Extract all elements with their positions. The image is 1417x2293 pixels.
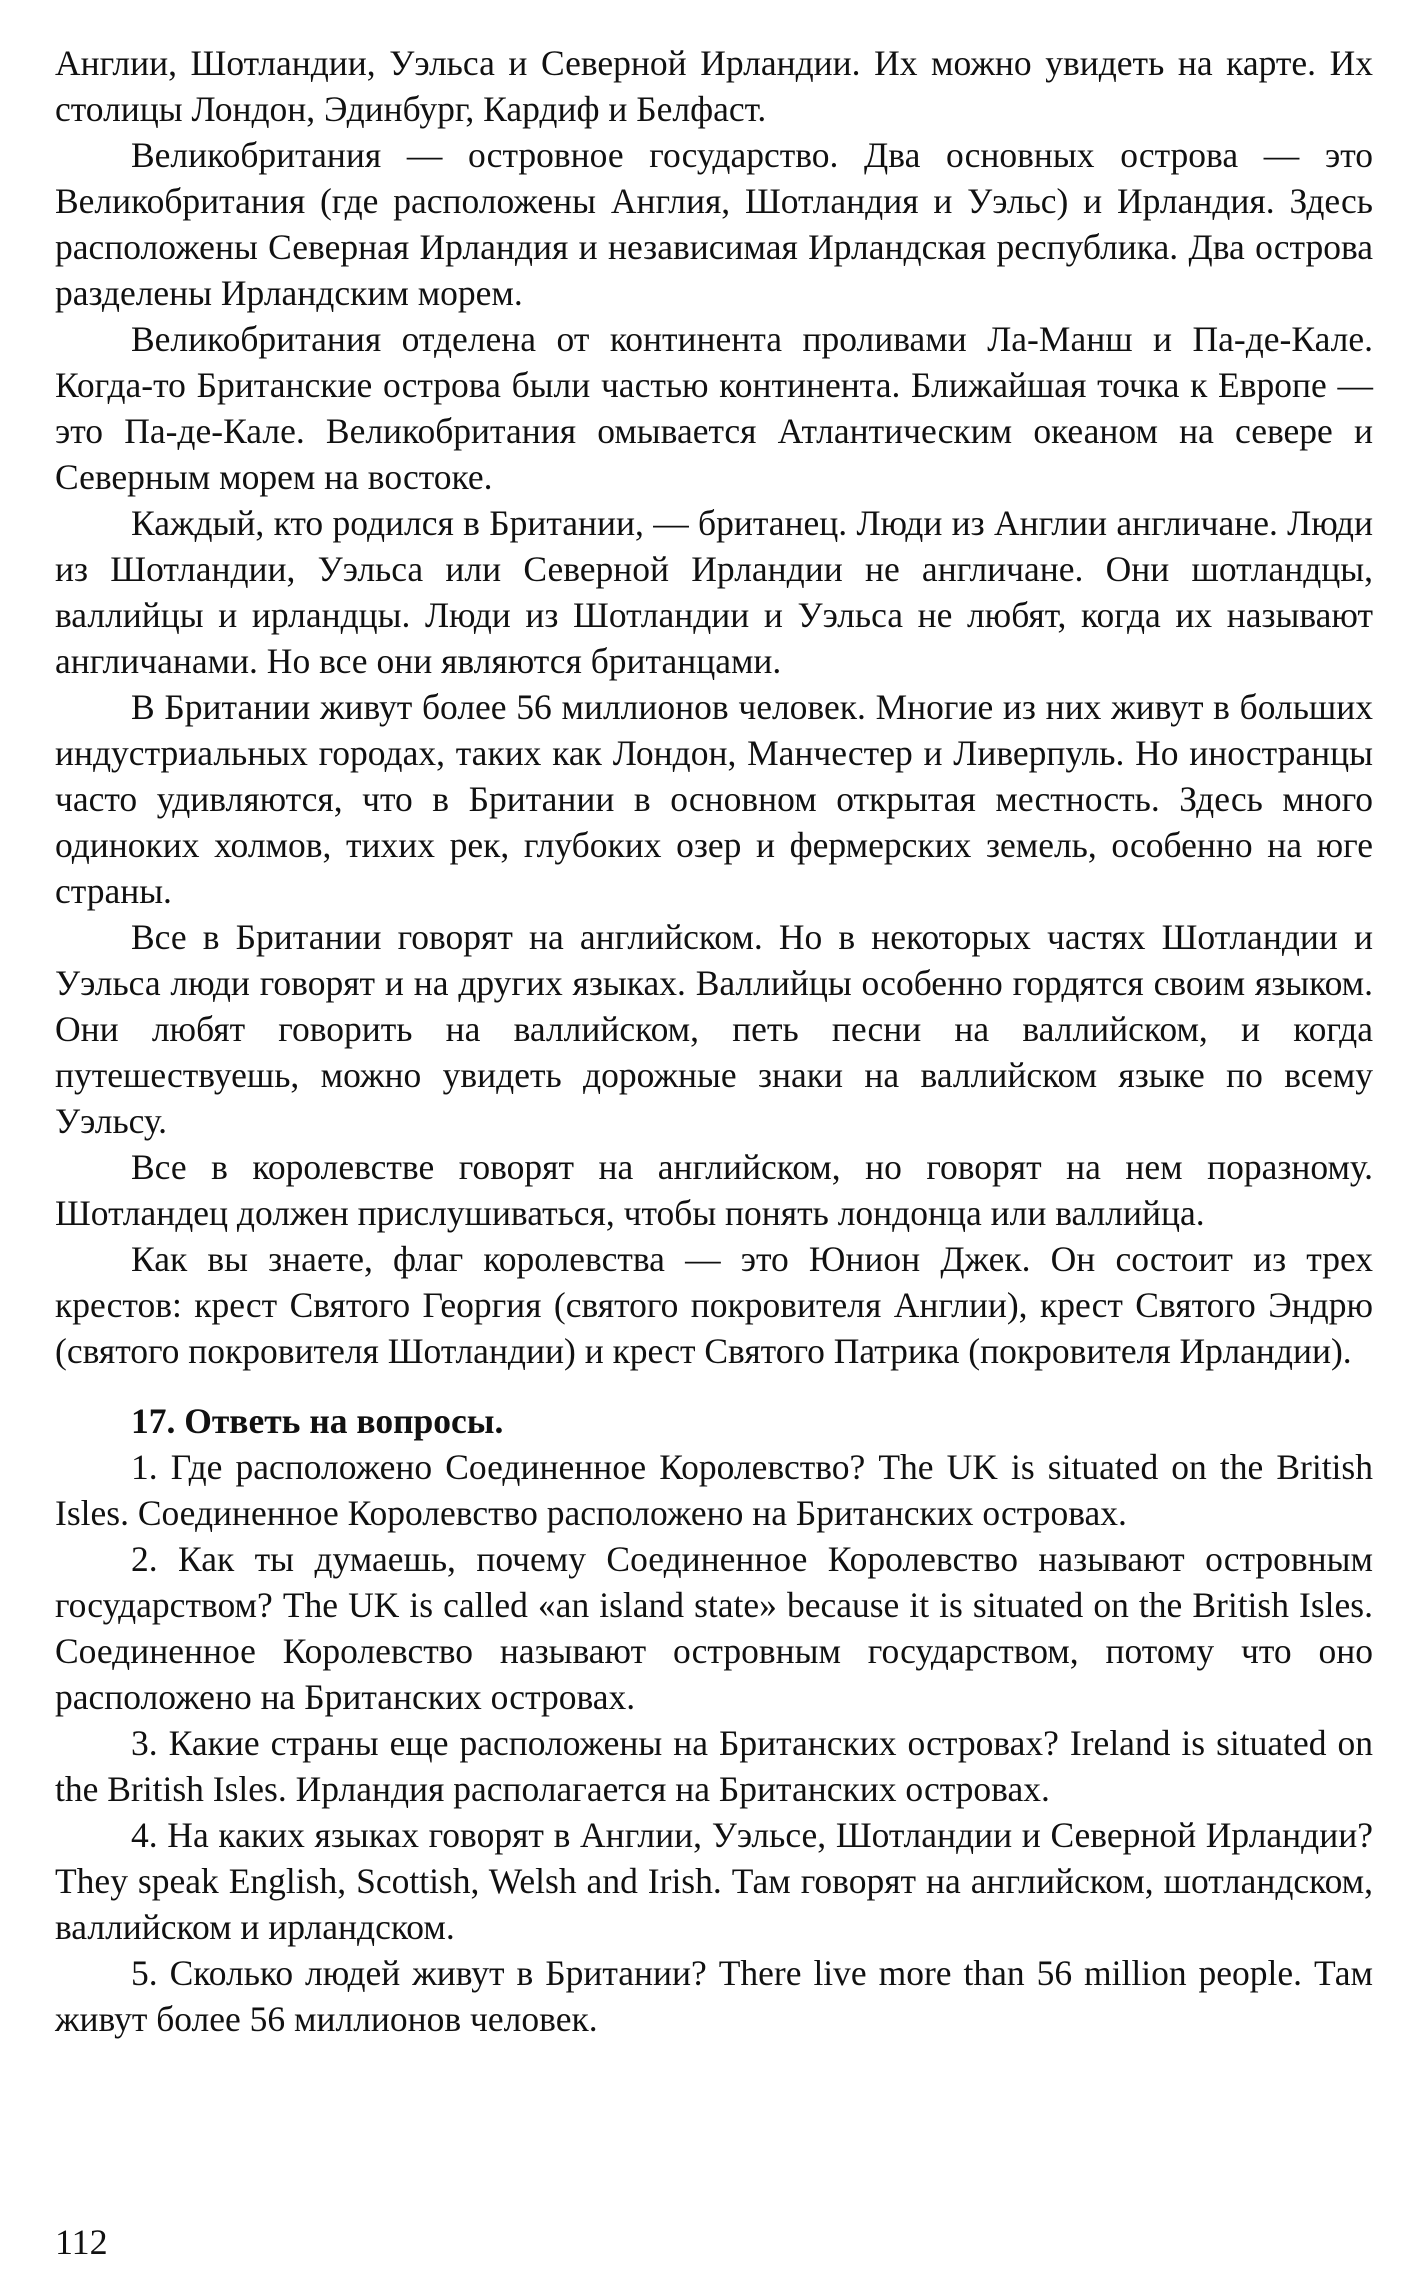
answer-2: 2. Как ты думаешь, почему Соединенное Королевство называют островным государством? The UK is called «an island state» because it is situated on the British Isles. Соединенное Королевство называют островным государством, потому что оно расположено на Британских островах. <box>55 1539 1373 1717</box>
paragraph-3: Великобритания отделена от континента проливами Ла-Манш и Па-де-Кале. Когда-то Британские острова были частью континента. Ближайшая точка к Европе — это Па-де-Кале. Великобритания омывается Атлантическим океаном на севере и Северным морем на востоке. <box>55 319 1373 497</box>
paragraph-2: Великобритания — островное государство. Два основных острова — это Великобритания (где расположены Англия, Шотландия и Уэльс) и Ирландия. Здесь расположены Северная Ирландия и независимая Ирландская республика. Два острова разделены Ирландским морем. <box>55 135 1373 313</box>
paragraph-5: В Британии живут более 56 миллионов человек. Многие из них живут в больших индустриальных городах, таких как Лондон, Манчестер и Ливерпуль. Но иностранцы часто удивляются, что в Британии в основном открытая местность. Здесь много одиноких холмов, тихих рек, глубоких озер и фермерских земель, особенно на юге страны. <box>55 687 1373 911</box>
page-body <box>55 40 1373 2042</box>
exercise-heading: 17. Ответь на вопросы. <box>131 1401 504 1441</box>
page-number: 112 <box>55 2222 108 2262</box>
paragraph-1: Англии, Шотландии, Уэльса и Северной Ирландии. Их можно увидеть на карте. Их столицы Лондон, Эдинбург, Кардиф и Белфаст. <box>55 43 1373 129</box>
paragraph-7: Все в королевстве говорят на английском, но говорят на нем поразному. Шотландец должен прислушиваться, чтобы понять лондонца или валлийца. <box>55 1147 1373 1233</box>
paragraph-8: Как вы знаете, флаг королевства — это Юнион Джек. Он состоит из трех крестов: крест Святого Георгия (святого покровителя Англии), крест Святого Эндрю (святого покровителя Шотландии) и крест Святого Патрика (покровителя Ирландии). <box>55 1239 1373 1371</box>
answer-3: 3. Какие страны еще расположены на Британских островах? Ireland is situated on the British Isles. Ирландия располагается на Британских островах. <box>55 1723 1373 1809</box>
answer-5: 5. Сколько людей живут в Британии? There live more than 56 million people. Там живут более 56 миллионов человек. <box>55 1953 1373 2039</box>
answer-1: 1. Где расположено Соединенное Королевство? The UK is situated on the British Isles. Соединенное Королевство расположено на Британских островах. <box>55 1447 1373 1533</box>
paragraph-4: Каждый, кто родился в Британии, — британец. Люди из Англии англичане. Люди из Шотландии, Уэльса или Северной Ирландии не англичане. Они шотландцы, валлийцы и ирландцы. Люди из Шотландии и Уэльса не любят, когда их называют англичанами. Но все они являются британцами. <box>55 503 1373 681</box>
paragraph-6: Все в Британии говорят на английском. Но в некоторых частях Шотландии и Уэльса люди говорят и на других языках. Валлийцы особенно гордятся своим языком. Они любят говорить на валлийском, петь песни на валлийском, и когда путешествуешь, можно увидеть дорожные знаки на валлийском языке по всему Уэльсу. <box>55 917 1373 1141</box>
answer-4: 4. На каких языках говорят в Англии, Уэльсе, Шотландии и Северной Ирландии? They speak English, Scottish, Welsh and Irish. Там говорят на английском, шотландском, валлийском и ирландском. <box>55 1815 1373 1947</box>
